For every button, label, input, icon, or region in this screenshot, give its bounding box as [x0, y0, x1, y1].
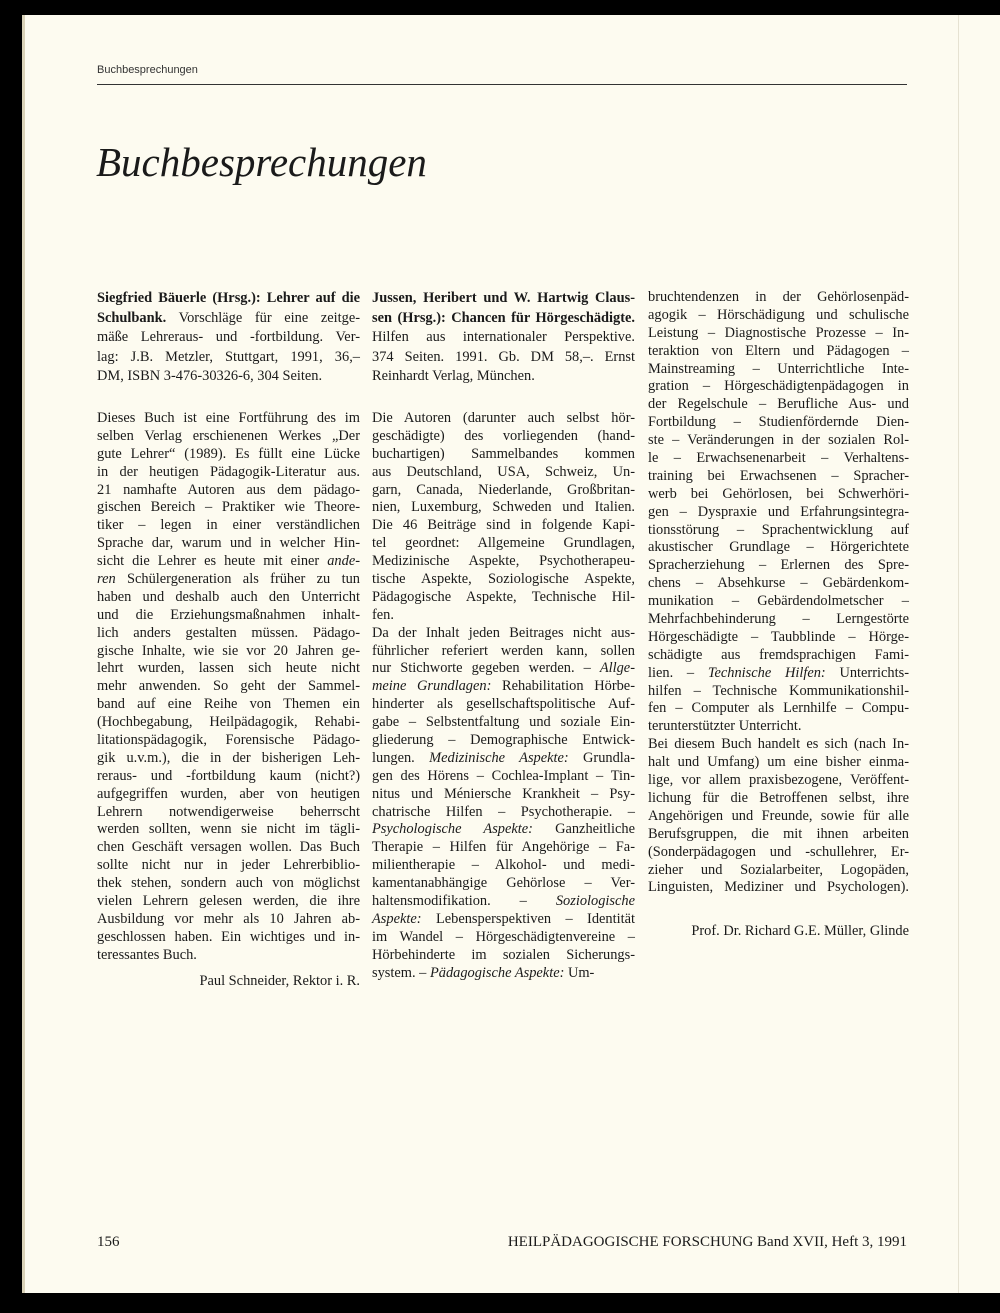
text-segment: Die Autoren (darunter auch selbst hör-	[372, 409, 635, 426]
text-segment: werden sollten, wenn sie nicht im tägli-	[97, 821, 360, 838]
text-line	[372, 589, 635, 607]
text-segment: terunterstützter Unterricht.	[648, 718, 802, 735]
text-line	[97, 499, 360, 517]
text-segment: gen des Hörens – Cochlea-Implant – Tin-	[372, 767, 635, 784]
text-segment: Die 46 Beiträge sind in folgende Kapi-	[372, 517, 635, 534]
text-line	[648, 879, 909, 897]
text-line	[372, 929, 635, 947]
text-segment: Mainstreaming – Unterrichtliche Inte-	[648, 360, 909, 377]
text-segment: tel geordnet: Allgemeine Grundlagen,	[372, 535, 635, 552]
text-segment: litationspädagogik, Forensische Pädago-	[97, 732, 360, 748]
text-line	[648, 361, 909, 379]
text-segment: Medizinische Aspekte, Psychotherapeu-	[372, 553, 635, 570]
text-segment: Reinhardt Verlag, München.	[372, 368, 535, 385]
text-line	[97, 410, 360, 428]
text-segment: Sprache dar, warum und in welcher Hin-	[97, 535, 360, 552]
text-segment: 374 Seiten. 1991. Gb. DM 58,–. Ernst	[372, 348, 635, 365]
text-line	[97, 535, 360, 553]
text-segment: thek stehen, sondern auch von möglichst	[97, 875, 360, 892]
italic-text: Medizinische Aspekte:	[429, 749, 569, 766]
text-segment: Bei diesem Buch handelt es sich (nach In-	[648, 736, 909, 753]
text-line	[372, 821, 635, 839]
text-line	[648, 378, 909, 396]
text-segment: nien, Luxemburg, Schweden und Italien.	[372, 499, 635, 516]
text-line	[648, 504, 909, 522]
text-line	[372, 535, 635, 553]
text-segment: im Wandel – Hörgeschädigtenvereine –	[372, 928, 635, 945]
text-line	[648, 468, 909, 486]
text-segment: Linguisten, Mediziner und Psychologen).	[648, 879, 909, 896]
text-segment: gabe – Selbstentfaltung und soziale Ein-	[372, 714, 635, 731]
text-segment: in der heutigen Pädagogik-Literatur aus.	[97, 463, 360, 480]
text-segment: Berufsgruppen, die mit ihnen arbeiten	[648, 825, 909, 842]
text-segment: le – Erwachsenenarbeit – Verhaltens-	[648, 450, 909, 467]
text-segment: sollte nicht nur in jeder Lehrerbiblio-	[97, 857, 360, 874]
text-segment: Grundla-	[568, 749, 635, 766]
text-segment: gute Lehrer“ (1989). Es füllt eine Lücke	[97, 445, 360, 462]
text-line	[97, 947, 360, 965]
text-line	[648, 629, 909, 647]
text-line	[648, 307, 909, 325]
reviewer-signature: Paul Schneider, Rektor i. R.	[199, 972, 360, 989]
text-segment: vielen Lehrern gelesen werden, die ihre	[97, 893, 360, 910]
text-line	[648, 736, 909, 754]
text-line	[97, 696, 360, 714]
italic-text: ren	[97, 570, 116, 587]
text-segment: lige, vor allem praxisbezogene, Veröffent-	[648, 772, 909, 789]
text-line	[97, 821, 360, 839]
italic-text: Pädagogische Aspekte:	[429, 964, 565, 981]
text-segment: lungen.	[372, 749, 430, 766]
text-line	[372, 732, 635, 750]
text-line	[372, 367, 635, 387]
text-line	[648, 593, 909, 611]
text-segment: kamentanabhängige Gehörlose – Ver-	[372, 875, 635, 892]
text-line	[97, 732, 360, 750]
italic-text: meine Grundlagen:	[372, 678, 492, 695]
text-line	[97, 786, 360, 804]
text-segment: haben und deshalb auch den Unterricht	[97, 588, 360, 605]
page-number: 156	[97, 1234, 120, 1250]
text-segment: akustischer Grundlage – Hörgerichtete	[648, 539, 909, 556]
text-segment: Therapie – Hilfen für Angehörige – Fa-	[372, 839, 635, 856]
book-citation	[372, 289, 635, 387]
text-line	[97, 857, 360, 875]
text-segment: Um-	[564, 964, 595, 981]
text-segment: mäße Lehreraus- und -fortbildung. Ver-	[97, 329, 360, 346]
text-segment: Da der Inhalt jeden Beitrages nicht aus-	[372, 624, 635, 641]
text-segment: training bei Erwachsenen – Spracher-	[648, 467, 909, 484]
text-line	[97, 929, 360, 947]
text-line	[648, 808, 909, 826]
text-segment: Dieses Buch ist eine Fortführung des im	[97, 409, 360, 426]
bold-text: sen (Hrsg.): Chancen für Hörgeschädigte.	[372, 309, 635, 326]
text-segment: zieher und Sozialarbeiter, Logopäden,	[648, 861, 909, 878]
text-line	[97, 893, 360, 911]
text-segment: tiker – legen in einer verständlichen	[97, 517, 360, 534]
bold-text: Jussen, Heribert und W. Hartwig Claus-	[372, 290, 635, 306]
text-line	[648, 754, 909, 772]
text-line	[648, 486, 909, 504]
text-segment: Hilfen aus internationaler Perspektive.	[372, 329, 635, 346]
text-segment: lehrt wurden, lassen sich heute nicht	[97, 660, 360, 677]
text-segment: fen.	[372, 606, 394, 623]
text-segment: ste – Veränderungen in der sozialen Rol-	[648, 432, 909, 449]
text-segment: Fortbildung – Studienfördernde Dien-	[648, 414, 909, 431]
bold-text: Schulbank.	[97, 309, 167, 326]
text-segment: mehr anwenden. So geht der Sammel-	[97, 678, 360, 695]
text-segment: Angehörigen und Freunde, sowie für alle	[648, 807, 909, 824]
italic-text: Aspekte:	[372, 910, 422, 927]
text-line	[97, 625, 360, 643]
text-segment: geschädigte) des vorliegenden (hand-	[372, 427, 635, 444]
text-segment: Rehabilitation Hörbe-	[491, 678, 635, 695]
text-line	[648, 665, 909, 683]
journal-citation: HEILPÄDAGOGISCHE FORSCHUNG Band XVII, Heft 3, 1991	[507, 1234, 907, 1250]
text-segment: munikation – Gebärdendolmetscher –	[648, 593, 909, 610]
text-segment: tionsstörung – Sprachentwicklung auf	[648, 521, 909, 538]
text-line	[372, 625, 635, 643]
text-line	[97, 428, 360, 446]
text-segment: selben Verlag erschienenen Werkes „Der	[97, 427, 360, 444]
text-segment: fen – Computer als Lernhilfe – Compu-	[648, 700, 909, 717]
text-segment: system. –	[372, 964, 430, 981]
text-line	[372, 571, 635, 589]
text-segment: gration – Hörgeschädigtenpädagogen in	[648, 378, 909, 395]
text-segment: Hörgeschädigte – Taubblinde – Hörge-	[648, 628, 909, 645]
text-segment: milientherapie – Alkohol- und medi-	[372, 857, 635, 874]
spacer	[97, 387, 360, 410]
text-segment: (Sonderpädagogen und -schullehrer, Er-	[648, 843, 909, 860]
text-line	[372, 428, 635, 446]
text-line	[97, 289, 360, 309]
italic-text: Allge-	[599, 660, 635, 677]
text-line	[372, 482, 635, 500]
text-line	[372, 965, 635, 983]
italic-text: Soziologische	[555, 893, 635, 910]
page-fold	[958, 15, 959, 1293]
text-line	[97, 553, 360, 571]
text-segment: chens – Absehkurse – Gebärdenkom-	[648, 575, 909, 592]
text-segment: hinderter als gesellschaftspolitische Auf-	[372, 696, 635, 713]
italic-text: Psychologische Aspekte:	[372, 821, 533, 838]
text-segment: Schülergeneration als früher zu tun	[115, 570, 360, 587]
text-line	[648, 432, 909, 450]
text-line	[648, 862, 909, 880]
text-segment: bruchtendenzen in der Gehörlosenpäd-	[648, 289, 909, 305]
text-segment: 21 namhafte Autoren aus dem pädago-	[97, 481, 360, 498]
text-line	[648, 826, 909, 844]
text-segment: gische Inhalte, wie sie vor 20 Jahren ge-	[97, 642, 360, 659]
text-segment: reraus- und -fortbildung kaum (nicht?)	[97, 767, 360, 784]
text-segment: der Regelschule – Berufliche Aus- und	[648, 396, 909, 413]
text-segment: nur Stichworte gegeben werden. –	[372, 660, 600, 677]
column-3	[648, 289, 909, 941]
text-line	[372, 857, 635, 875]
text-line	[97, 517, 360, 535]
text-line	[648, 557, 909, 575]
text-line	[372, 643, 635, 661]
text-segment: aus Deutschland, USA, Schweiz, Un-	[372, 463, 635, 480]
text-segment: chen Geschäft versagen wollen. Das Buch	[97, 839, 360, 856]
text-segment: halt und Umfang) um eine bisher einma-	[648, 754, 909, 771]
text-segment: haltensmodifikation. –	[372, 893, 556, 910]
text-segment: lichung für die Betroffenen selbst, ihre	[648, 789, 909, 806]
reviewer-signature: Prof. Dr. Richard G.E. Müller, Glinde	[691, 923, 909, 940]
text-line	[372, 553, 635, 571]
text-segment: Leistung – Diagnostische Prozesse – In-	[648, 324, 909, 341]
review-paragraph	[372, 410, 635, 625]
text-line	[97, 660, 360, 678]
text-line	[372, 499, 635, 517]
text-segment: Pädagogische Aspekte, Technische Hil-	[372, 588, 635, 605]
text-line	[372, 348, 635, 368]
review-paragraph	[648, 289, 909, 736]
text-segment: Mehrfachbehinderung – Lerngestörte	[648, 611, 909, 628]
text-line	[648, 611, 909, 629]
text-line	[372, 446, 635, 464]
text-line	[372, 839, 635, 857]
text-segment: lag: J.B. Metzler, Stuttgart, 1991, 36,–	[97, 348, 360, 365]
text-segment: (Hochbegabung, Heilpädagogik, Rehabi-	[97, 714, 360, 731]
text-line	[372, 309, 635, 329]
review-paragraph	[97, 410, 360, 965]
text-line	[372, 696, 635, 714]
text-segment: sicht die Lehrer es heute mit einer	[97, 553, 328, 570]
text-line	[97, 464, 360, 482]
text-line	[372, 517, 635, 535]
book-citation	[97, 289, 360, 387]
page-edge	[22, 15, 25, 1293]
text-segment: teraktion von Eltern und Pädagogen –	[648, 342, 909, 359]
text-segment: lien. –	[648, 664, 708, 681]
text-line	[648, 575, 909, 593]
text-line	[372, 410, 635, 428]
text-line	[372, 328, 635, 348]
text-segment: Ganzheitliche	[532, 821, 635, 838]
text-line	[372, 607, 635, 625]
text-line	[97, 875, 360, 893]
text-line	[97, 348, 360, 368]
text-line	[372, 678, 635, 696]
text-segment: schädigte aus fremdsprachigen Fami-	[648, 646, 909, 663]
text-segment: hilfen – Technische Kommunikationshil-	[648, 682, 909, 699]
text-line	[97, 839, 360, 857]
text-line	[97, 571, 360, 589]
text-segment: garn, Canada, Niederlande, Großbritan-	[372, 481, 635, 498]
text-line	[372, 464, 635, 482]
text-line	[648, 772, 909, 790]
text-segment: führlicher referiert werden kann, sollen	[372, 642, 635, 659]
text-segment: Spracherziehung – Erlernen des Spre-	[648, 557, 909, 574]
text-segment: chatrische Hilfen – Psychotherapie. –	[372, 803, 635, 820]
text-line	[372, 786, 635, 804]
text-line	[97, 367, 360, 387]
text-line	[372, 750, 635, 768]
text-line	[97, 714, 360, 732]
text-line	[97, 589, 360, 607]
bold-text: Siegfried Bäuerle (Hrsg.): Lehrer auf die	[97, 290, 360, 306]
text-line	[372, 289, 635, 309]
text-line	[372, 714, 635, 732]
column-2	[372, 289, 635, 982]
text-line	[97, 750, 360, 768]
text-segment: Unterrichts-	[825, 664, 909, 681]
text-segment: teressantes Buch.	[97, 946, 197, 963]
text-segment: werb bei Gehörlosen, bei Schwerhöri-	[648, 485, 909, 502]
text-segment: lich anders gestalten müssen. Pädago-	[97, 624, 360, 641]
spacer	[372, 387, 635, 410]
text-line	[372, 875, 635, 893]
text-line	[648, 539, 909, 557]
text-line	[648, 718, 909, 736]
italic-text: Technische Hilfen:	[707, 664, 826, 681]
text-line	[648, 700, 909, 718]
text-line	[648, 683, 909, 701]
text-line	[648, 325, 909, 343]
text-line	[372, 804, 635, 822]
header-rule	[97, 84, 907, 85]
text-line	[372, 768, 635, 786]
text-segment: Lebensperspektiven – Identität	[421, 910, 635, 927]
text-segment: band auf eine Reihe von Themen ein	[97, 696, 360, 713]
text-segment: aufgegriffen wurden, aber von heutigen	[97, 785, 360, 802]
text-line	[97, 643, 360, 661]
text-line	[97, 607, 360, 625]
text-line	[648, 450, 909, 468]
review-paragraph	[372, 625, 635, 983]
page-title: Buchbesprechungen	[96, 139, 427, 185]
text-line	[97, 446, 360, 464]
text-line	[97, 804, 360, 822]
text-line	[97, 678, 360, 696]
text-segment: tische Aspekte, Soziologische Aspekte,	[372, 570, 635, 587]
text-segment: gliederung – Demographische Entwick-	[372, 732, 635, 748]
text-line	[372, 660, 635, 678]
italic-text: ande-	[327, 553, 360, 570]
text-line	[97, 482, 360, 500]
text-segment: buchartigen) Sammelbandes kommen	[372, 445, 635, 462]
text-segment: Vorschläge für eine zeitge-	[166, 309, 360, 326]
text-segment: Lehrern notwendigerweise beherrscht	[97, 803, 360, 820]
text-line	[648, 343, 909, 361]
text-line	[648, 396, 909, 414]
running-header: Buchbesprechungen	[97, 64, 198, 76]
text-line	[648, 289, 909, 307]
text-segment: geschlossen haben. Ein wichtiges und in-	[97, 928, 360, 945]
review-paragraph	[648, 736, 909, 897]
text-line	[648, 522, 909, 540]
text-segment: nitus und Méniersche Krankheit – Psy-	[372, 785, 635, 802]
text-segment: agogik – Hörschädigung und schulische	[648, 306, 909, 323]
text-line	[97, 309, 360, 329]
text-segment: und die Erziehungsmaßnahmen inhalt-	[97, 606, 360, 623]
text-line	[372, 911, 635, 929]
text-line	[97, 768, 360, 786]
text-line	[648, 414, 909, 432]
text-line	[97, 328, 360, 348]
text-line	[648, 790, 909, 808]
text-segment: DM, ISBN 3-476-30326-6, 304 Seiten.	[97, 368, 323, 385]
column-1	[97, 289, 360, 990]
text-segment: gischen Bereich – Praktiker wie Theore-	[97, 499, 360, 516]
text-line	[372, 893, 635, 911]
text-segment: gik u.v.m.), die in der bisherigen Leh-	[97, 749, 360, 766]
text-segment: Ausbildung vor mehr als 10 Jahren ab-	[97, 910, 360, 927]
text-line	[648, 647, 909, 665]
text-line	[648, 844, 909, 862]
text-line	[372, 947, 635, 965]
text-line	[97, 911, 360, 929]
text-segment: gen – Dyspraxie und Erfahrungsintegra-	[648, 503, 909, 520]
text-segment: Hörbehinderte im sozialen Sicherungs-	[372, 946, 635, 963]
